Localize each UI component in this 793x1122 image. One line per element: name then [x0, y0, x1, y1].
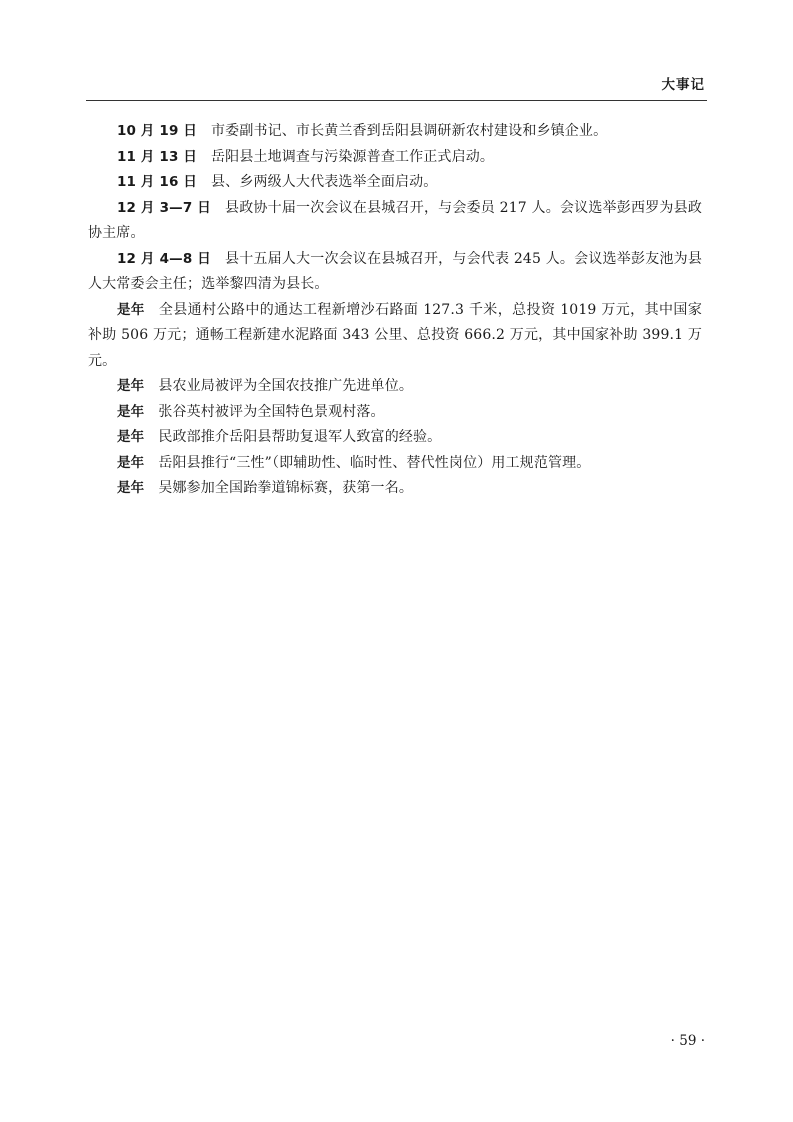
entry-text: 全县通村公路中的通达工程新增沙石路面 127.3 千米，总投资 1019 万元，其中国家补助 506 万元；通畅工程新建水泥路面 343 公里、总投资 666.2 万元，其中国家补助 399.1 万元。: [88, 301, 702, 369]
entry-text: 民政部推介岳阳县帮助复退军人致富的经验。: [158, 429, 442, 445]
entry-text: 县、乡两级人大代表选举全面启动。: [211, 174, 438, 190]
entry-date: 12 月 4—8 日: [117, 250, 211, 267]
entry-text: 岳阳县土地调查与污染源普查工作正式启动。: [211, 148, 495, 165]
entry-date: 是年: [117, 403, 145, 420]
chronicle-entry: [88, 247, 702, 298]
entry-text: 岳阳县推行“三性”（即辅助性、临时性、替代性岗位）用工规范管理。: [158, 454, 591, 471]
page-number: · 59 ·: [670, 1033, 705, 1049]
entry-date: 11 月 16 日: [117, 174, 198, 190]
chronicle-entry: [88, 400, 702, 426]
entry-text: 县农业局被评为全国农技推广先进单位。: [158, 378, 414, 394]
header-title: 大事记: [661, 77, 705, 93]
chronicle-body: [88, 119, 702, 502]
chronicle-entry: [88, 196, 702, 247]
chronicle-entry: [88, 476, 702, 502]
chronicle-entry: [88, 170, 702, 196]
entry-date: 12 月 3—7 日: [117, 199, 211, 216]
running-header: [86, 76, 707, 101]
chronicle-entry: [88, 119, 702, 145]
entry-text: 县政协十届一次会议在县城召开，与会委员 217 人。会议选举彭西罗为县政协主席。: [88, 199, 702, 241]
entry-date: 10 月 19 日: [117, 123, 198, 139]
chronicle-entry: [88, 374, 702, 400]
chronicle-entry: [88, 145, 702, 171]
entry-text: 张谷英村被评为全国特色景观村落。: [158, 403, 385, 420]
entry-text: 市委副书记、市长黄兰香到岳阳县调研新农村建设和乡镇企业。: [211, 123, 608, 139]
entry-date: 是年: [117, 429, 145, 445]
entry-text: 县十五届人大一次会议在县城召开，与会代表 245 人。会议选举彭友池为县人大常委会主任；选举黎四清为县长。: [88, 250, 702, 292]
entry-text: 吴娜参加全国跆拳道锦标赛，获第一名。: [158, 480, 414, 496]
chronicle-entry: [88, 425, 702, 451]
entry-date: 是年: [117, 480, 145, 496]
entry-date: 是年: [117, 378, 145, 394]
chronicle-entry: [88, 451, 702, 477]
entry-date: 是年: [117, 454, 145, 471]
entry-date: 是年: [117, 301, 145, 318]
entry-date: 11 月 13 日: [117, 148, 198, 165]
chronicle-entry: [88, 298, 702, 375]
